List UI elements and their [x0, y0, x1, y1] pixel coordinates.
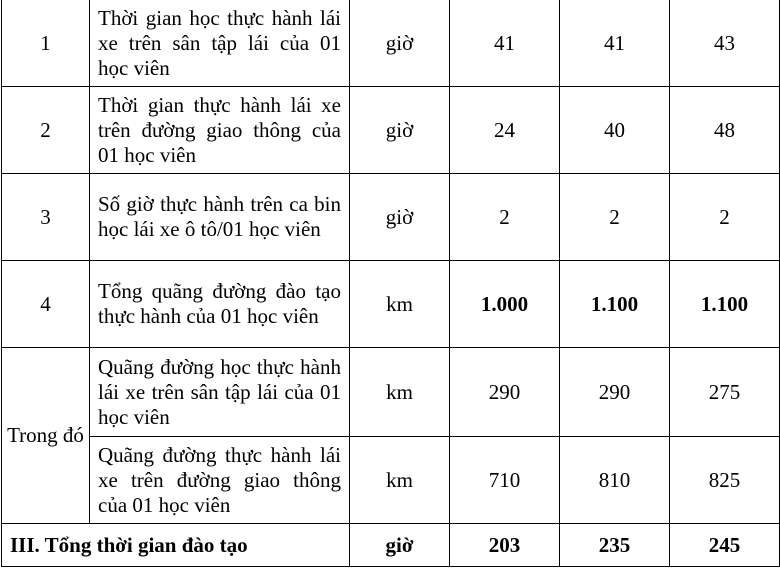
row-unit: km	[350, 261, 450, 348]
row-unit: km	[350, 348, 450, 437]
table-row	[2, 87, 780, 174]
training-table	[1, 0, 780, 567]
row-value-3: 825	[670, 437, 780, 524]
row-description: Quãng đường thực hành lái xe trên đường giao thông của 01 học viên	[90, 437, 350, 524]
row-unit: giờ	[350, 174, 450, 261]
row-value-1: 290	[450, 348, 560, 437]
row-description: Thời gian học thực hành lái xe trên sân tập lái của 01 học viên	[90, 0, 350, 87]
total-value-3: 245	[670, 524, 780, 567]
row-value-3: 2	[670, 174, 780, 261]
table-row	[2, 348, 780, 437]
total-value-2: 235	[560, 524, 670, 567]
row-value-2: 1.100	[560, 261, 670, 348]
total-unit: giờ	[350, 524, 450, 567]
row-number: 3	[2, 174, 90, 261]
row-value-3: 275	[670, 348, 780, 437]
row-value-2: 2	[560, 174, 670, 261]
row-description: Thời gian thực hành lái xe trên đường giao thông của 01 học viên	[90, 87, 350, 174]
row-number: 2	[2, 87, 90, 174]
row-description: Quãng đường học thực hành lái xe trên sân tập lái của 01 học viên	[90, 348, 350, 437]
row-value-1: 710	[450, 437, 560, 524]
table-row	[2, 0, 780, 87]
row-value-3: 43	[670, 0, 780, 87]
row-value-2: 290	[560, 348, 670, 437]
table-row	[2, 261, 780, 348]
row-value-2: 40	[560, 87, 670, 174]
total-value-1: 203	[450, 524, 560, 567]
row-number: 4	[2, 261, 90, 348]
row-description: Tổng quãng đường đào tạo thực hành của 01 học viên	[90, 261, 350, 348]
row-description: Số giờ thực hành trên ca bin học lái xe ô tô/01 học viên	[90, 174, 350, 261]
row-value-3: 48	[670, 87, 780, 174]
row-unit: giờ	[350, 87, 450, 174]
row-unit: giờ	[350, 0, 450, 87]
row-number: 1	[2, 0, 90, 87]
row-value-2: 41	[560, 0, 670, 87]
total-label: III. Tổng thời gian đào tạo	[2, 524, 350, 567]
row-value-1: 2	[450, 174, 560, 261]
row-value-3: 1.100	[670, 261, 780, 348]
row-value-2: 810	[560, 437, 670, 524]
row-value-1: 41	[450, 0, 560, 87]
table-row	[2, 437, 780, 524]
table-row	[2, 174, 780, 261]
row-unit: km	[350, 437, 450, 524]
total-row	[2, 524, 780, 567]
row-value-1: 24	[450, 87, 560, 174]
trong-do-label: Trong đó	[2, 348, 90, 524]
row-value-1: 1.000	[450, 261, 560, 348]
